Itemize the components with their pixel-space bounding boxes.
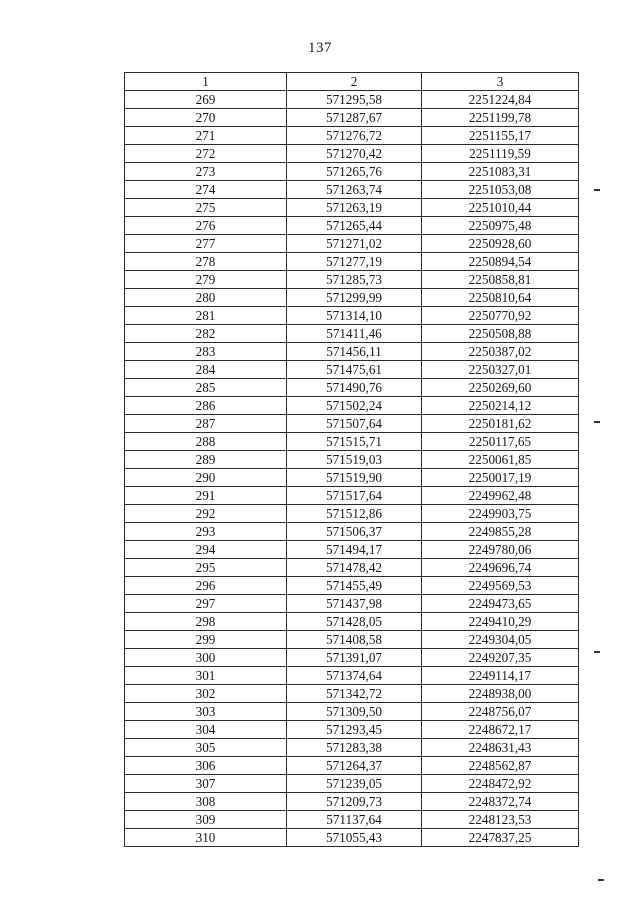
y-coordinate-cell: 2250214,12: [422, 397, 579, 415]
point-number-cell: 310: [125, 829, 287, 847]
table-row: [125, 217, 579, 235]
x-coordinate-cell: 571137,64: [287, 811, 422, 829]
x-coordinate-cell: 571391,07: [287, 649, 422, 667]
point-number-cell: 294: [125, 541, 287, 559]
x-coordinate-cell: 571519,03: [287, 451, 422, 469]
y-coordinate-cell: 2249410,29: [422, 613, 579, 631]
table-row: [125, 145, 579, 163]
x-coordinate-cell: 571478,42: [287, 559, 422, 577]
point-number-cell: 301: [125, 667, 287, 685]
point-number-cell: 289: [125, 451, 287, 469]
table-row: [125, 757, 579, 775]
x-coordinate-cell: 571293,45: [287, 721, 422, 739]
point-number-cell: 284: [125, 361, 287, 379]
coordinates-table: [124, 72, 579, 847]
y-coordinate-cell: 2251010,44: [422, 199, 579, 217]
x-coordinate-cell: 571428,05: [287, 613, 422, 631]
table-row: [125, 415, 579, 433]
table-row: [125, 91, 579, 109]
y-coordinate-cell: 2250327,01: [422, 361, 579, 379]
y-coordinate-cell: 2250810,64: [422, 289, 579, 307]
x-coordinate-cell: 571299,99: [287, 289, 422, 307]
x-coordinate-cell: 571263,19: [287, 199, 422, 217]
y-coordinate-cell: 2250858,81: [422, 271, 579, 289]
table-row: [125, 595, 579, 613]
table-row: [125, 451, 579, 469]
y-coordinate-cell: 2249780,06: [422, 541, 579, 559]
table-row: [125, 523, 579, 541]
y-coordinate-cell: 2248756,07: [422, 703, 579, 721]
x-coordinate-cell: 571265,44: [287, 217, 422, 235]
table-row: [125, 397, 579, 415]
y-coordinate-cell: 2251155,17: [422, 127, 579, 145]
point-number-cell: 277: [125, 235, 287, 253]
x-coordinate-cell: 571055,43: [287, 829, 422, 847]
column-header-3: 3: [422, 73, 579, 91]
y-coordinate-cell: 2250387,02: [422, 343, 579, 361]
table-row: [125, 199, 579, 217]
y-coordinate-cell: 2249903,75: [422, 505, 579, 523]
x-coordinate-cell: 571512,86: [287, 505, 422, 523]
y-coordinate-cell: 2251083,31: [422, 163, 579, 181]
y-coordinate-cell: 2250117,65: [422, 433, 579, 451]
y-coordinate-cell: 2249855,28: [422, 523, 579, 541]
table-row: [125, 559, 579, 577]
y-coordinate-cell: 2247837,25: [422, 829, 579, 847]
margin-mark: [598, 879, 604, 881]
point-number-cell: 302: [125, 685, 287, 703]
y-coordinate-cell: 2250017,19: [422, 469, 579, 487]
point-number-cell: 275: [125, 199, 287, 217]
point-number-cell: 292: [125, 505, 287, 523]
y-coordinate-cell: 2250975,48: [422, 217, 579, 235]
x-coordinate-cell: 571285,73: [287, 271, 422, 289]
x-coordinate-cell: 571475,61: [287, 361, 422, 379]
point-number-cell: 307: [125, 775, 287, 793]
table-row: [125, 181, 579, 199]
table-row: [125, 469, 579, 487]
point-number-cell: 297: [125, 595, 287, 613]
table-row: [125, 739, 579, 757]
table-row: [125, 127, 579, 145]
x-coordinate-cell: 571408,58: [287, 631, 422, 649]
y-coordinate-cell: 2249114,17: [422, 667, 579, 685]
table-row: [125, 721, 579, 739]
point-number-cell: 304: [125, 721, 287, 739]
y-coordinate-cell: 2249304,05: [422, 631, 579, 649]
table-row: [125, 235, 579, 253]
table-row: [125, 325, 579, 343]
y-coordinate-cell: 2249207,35: [422, 649, 579, 667]
y-coordinate-cell: 2248562,87: [422, 757, 579, 775]
point-number-cell: 305: [125, 739, 287, 757]
table-row: [125, 379, 579, 397]
y-coordinate-cell: 2250508,88: [422, 325, 579, 343]
x-coordinate-cell: 571456,11: [287, 343, 422, 361]
table-row: [125, 163, 579, 181]
point-number-cell: 295: [125, 559, 287, 577]
table-row: [125, 487, 579, 505]
y-coordinate-cell: 2249962,48: [422, 487, 579, 505]
x-coordinate-cell: 571490,76: [287, 379, 422, 397]
x-coordinate-cell: 571283,38: [287, 739, 422, 757]
x-coordinate-cell: 571507,64: [287, 415, 422, 433]
x-coordinate-cell: 571455,49: [287, 577, 422, 595]
table-body: [125, 91, 579, 847]
table-row: [125, 109, 579, 127]
x-coordinate-cell: 571270,42: [287, 145, 422, 163]
point-number-cell: 298: [125, 613, 287, 631]
point-number-cell: 282: [125, 325, 287, 343]
table-row: [125, 307, 579, 325]
y-coordinate-cell: 2250269,60: [422, 379, 579, 397]
margin-mark: [594, 421, 600, 423]
y-coordinate-cell: 2250770,92: [422, 307, 579, 325]
y-coordinate-cell: 2249569,53: [422, 577, 579, 595]
page-number: 137: [308, 40, 332, 56]
y-coordinate-cell: 2251199,78: [422, 109, 579, 127]
table-row: [125, 649, 579, 667]
x-coordinate-cell: 571264,37: [287, 757, 422, 775]
table-row: [125, 685, 579, 703]
table-row: [125, 577, 579, 595]
x-coordinate-cell: 571277,19: [287, 253, 422, 271]
point-number-cell: 280: [125, 289, 287, 307]
y-coordinate-cell: 2250181,62: [422, 415, 579, 433]
table-row: [125, 541, 579, 559]
table-row: [125, 613, 579, 631]
y-coordinate-cell: 2248672,17: [422, 721, 579, 739]
point-number-cell: 296: [125, 577, 287, 595]
point-number-cell: 273: [125, 163, 287, 181]
x-coordinate-cell: 571374,64: [287, 667, 422, 685]
x-coordinate-cell: 571209,73: [287, 793, 422, 811]
point-number-cell: 308: [125, 793, 287, 811]
point-number-cell: 300: [125, 649, 287, 667]
y-coordinate-cell: 2250894,54: [422, 253, 579, 271]
x-coordinate-cell: 571519,90: [287, 469, 422, 487]
table-row: [125, 271, 579, 289]
point-number-cell: 285: [125, 379, 287, 397]
y-coordinate-cell: 2251053,08: [422, 181, 579, 199]
point-number-cell: 287: [125, 415, 287, 433]
table-row: [125, 829, 579, 847]
point-number-cell: 291: [125, 487, 287, 505]
x-coordinate-cell: 571502,24: [287, 397, 422, 415]
x-coordinate-cell: 571517,64: [287, 487, 422, 505]
table-row: [125, 793, 579, 811]
point-number-cell: 274: [125, 181, 287, 199]
x-coordinate-cell: 571309,50: [287, 703, 422, 721]
x-coordinate-cell: 571506,37: [287, 523, 422, 541]
table-row: [125, 667, 579, 685]
table-row: [125, 505, 579, 523]
y-coordinate-cell: 2250061,85: [422, 451, 579, 469]
point-number-cell: 290: [125, 469, 287, 487]
x-coordinate-cell: 571263,74: [287, 181, 422, 199]
table-row: [125, 433, 579, 451]
x-coordinate-cell: 571239,05: [287, 775, 422, 793]
margin-mark: [594, 189, 600, 191]
point-number-cell: 288: [125, 433, 287, 451]
table-row: [125, 703, 579, 721]
y-coordinate-cell: 2248123,53: [422, 811, 579, 829]
table-row: [125, 361, 579, 379]
x-coordinate-cell: 571276,72: [287, 127, 422, 145]
table-row: [125, 631, 579, 649]
column-header-1: 1: [125, 73, 287, 91]
y-coordinate-cell: 2248372,74: [422, 793, 579, 811]
x-coordinate-cell: 571411,46: [287, 325, 422, 343]
x-coordinate-cell: 571494,17: [287, 541, 422, 559]
point-number-cell: 299: [125, 631, 287, 649]
table-row: [125, 253, 579, 271]
y-coordinate-cell: 2249696,74: [422, 559, 579, 577]
x-coordinate-cell: 571265,76: [287, 163, 422, 181]
point-number-cell: 303: [125, 703, 287, 721]
table-row: [125, 289, 579, 307]
x-coordinate-cell: 571515,71: [287, 433, 422, 451]
y-coordinate-cell: 2249473,65: [422, 595, 579, 613]
x-coordinate-cell: 571437,98: [287, 595, 422, 613]
table-row: [125, 775, 579, 793]
point-number-cell: 269: [125, 91, 287, 109]
x-coordinate-cell: 571287,67: [287, 109, 422, 127]
point-number-cell: 271: [125, 127, 287, 145]
point-number-cell: 281: [125, 307, 287, 325]
point-number-cell: 276: [125, 217, 287, 235]
y-coordinate-cell: 2251119,59: [422, 145, 579, 163]
margin-mark: [594, 651, 600, 653]
x-coordinate-cell: 571314,10: [287, 307, 422, 325]
point-number-cell: 309: [125, 811, 287, 829]
table-row: [125, 343, 579, 361]
point-number-cell: 270: [125, 109, 287, 127]
point-number-cell: 279: [125, 271, 287, 289]
point-number-cell: 278: [125, 253, 287, 271]
y-coordinate-cell: 2251224,84: [422, 91, 579, 109]
x-coordinate-cell: 571271,02: [287, 235, 422, 253]
y-coordinate-cell: 2248631,43: [422, 739, 579, 757]
table-row: [125, 811, 579, 829]
y-coordinate-cell: 2250928,60: [422, 235, 579, 253]
point-number-cell: 293: [125, 523, 287, 541]
point-number-cell: 286: [125, 397, 287, 415]
point-number-cell: 272: [125, 145, 287, 163]
point-number-cell: 306: [125, 757, 287, 775]
y-coordinate-cell: 2248938,00: [422, 685, 579, 703]
y-coordinate-cell: 2248472,92: [422, 775, 579, 793]
table-header-row: [125, 73, 579, 91]
x-coordinate-cell: 571295,58: [287, 91, 422, 109]
point-number-cell: 283: [125, 343, 287, 361]
column-header-2: 2: [287, 73, 422, 91]
x-coordinate-cell: 571342,72: [287, 685, 422, 703]
